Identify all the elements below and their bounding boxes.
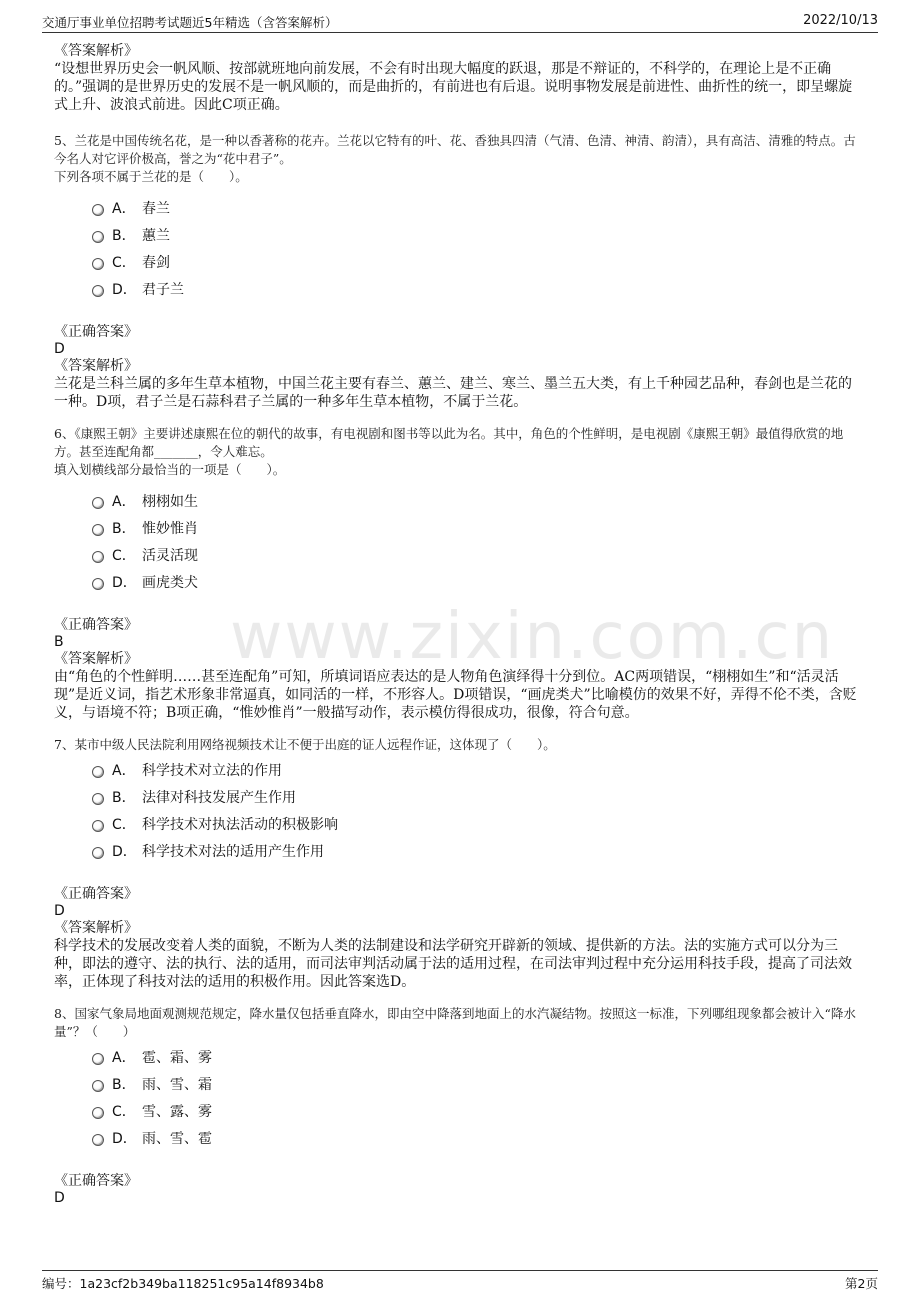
radio-icon[interactable] [92,1080,104,1092]
option-b[interactable]: B． 惟妙惟肖 [92,514,864,541]
option-d[interactable]: D． 画虎类犬 [92,568,864,595]
option-a[interactable]: A． 栩栩如生 [92,487,864,514]
radio-icon[interactable] [92,1107,104,1119]
document-code: 1a23cf2b349ba118251c95a14f8934b8 [79,1276,324,1291]
document-date: 2022/10/13 [803,13,878,28]
radio-icon[interactable] [92,258,104,270]
analysis-label: 《答案解析》 [54,651,138,667]
analysis-label: 《答案解析》 [54,43,138,59]
question-5 [54,132,864,411]
radio-icon[interactable] [92,231,104,243]
document-title: 交通厅事业单位招聘考试题近5年精选（含答案解析） [42,15,338,30]
radio-icon[interactable] [92,285,104,297]
page-header [42,10,878,33]
radio-icon[interactable] [92,766,104,778]
answer-label: 《正确答案》 [54,1173,138,1189]
option-b[interactable]: B． 蕙兰 [92,221,864,248]
option-c[interactable]: C． 科学技术对执法活动的积极影响 [92,810,864,837]
radio-icon[interactable] [92,497,104,509]
answer-value: B [54,634,64,650]
radio-icon[interactable] [92,793,104,805]
radio-icon[interactable] [92,204,104,216]
radio-icon[interactable] [92,551,104,563]
prev-analysis-block [54,43,864,114]
analysis-text: 科学技术的发展改变着人类的面貌，不断为人类的法制建设和法学研究开辟新的领域、提供新的方法。法的实施方式可以分为三种，即法的遵守、法的执行、法的适用，而司法审判活动属于法的适用过程，在司法审判过程中充分运用科技手段，提高了司法效率，正体现了科技对法的适用的积极作用。因此答案选D。 [54,938,852,990]
question-stem: 8、国家气象局地面观测规范规定，降水量仅包括垂直降水，即由空中降落到地面上的水汽凝结物。按照这一标准，下列哪组现象都会被计入“降水量”？（ ） [54,1006,856,1039]
option-c[interactable]: C． 活灵活现 [92,541,864,568]
analysis-text: “设想世界历史会一帆风顺、按部就班地向前发展，不会有时出现大幅度的跃退，那是不辩证的，不科学的，在理论上是不正确的。”强调的是世界历史的发展不是一帆风顺的，而是曲折的，有前进也有后退。说明事物发展是前进性、曲折性的统一，即呈螺旋式上升、波浪式前进。因此C项正确。 [54,61,853,113]
answer-value: D [54,1190,65,1206]
question-prompt: 填入划横线部分最恰当的一项是（ ）。 [54,462,286,477]
code-label: 编号： [42,1276,80,1291]
option-a[interactable]: A． 春兰 [92,194,864,221]
option-a[interactable]: A． 科学技术对立法的作用 [92,756,864,783]
option-b[interactable]: B． 法律对科技发展产生作用 [92,783,864,810]
option-c[interactable]: C． 春剑 [92,248,864,275]
page-content [54,43,864,1207]
option-c[interactable]: C． 雪、露、雾 [92,1097,864,1124]
answer-label: 《正确答案》 [54,886,138,902]
question-8 [54,1005,864,1207]
answer-label: 《正确答案》 [54,324,138,340]
question-stem: 5、兰花是中国传统名花，是一种以香著称的花卉。兰花以它特有的叶、花、香独具四清（气清、色清、神清、韵清），具有高洁、清雅的特点。古今名人对它评价极高，誉之为“花中君子”。 [54,133,856,166]
radio-icon[interactable] [92,524,104,536]
option-a[interactable]: A． 雹、霜、雾 [92,1043,864,1070]
analysis-text: 由“角色的个性鲜明……甚至连配角”可知，所填词语应表达的是人物角色演绎得十分到位。AC两项错误，“栩栩如生”和“活灵活现”是近义词，指艺术形象非常逼真，如同活的一样，不形容人。D项错误，“画虎类犬”比喻模仿的效果不好，弄得不伦不类，含贬义，与语境不符；B项正确，“惟妙惟肖”一般描写动作，表示模仿得很成功，很像，符合句意。 [54,669,857,721]
question-stem: 7、某市中级人民法院利用网络视频技术让不便于出庭的证人远程作证，这体现了（ ）。 [54,737,556,752]
analysis-text: 兰花是兰科兰属的多年生草本植物，中国兰花主要有春兰、蕙兰、建兰、寒兰、墨兰五大类，有上千种园艺品种，春剑也是兰花的一种。D项，君子兰是石蒜科君子兰属的一种多年生草本植物，不属于兰花。 [54,376,852,410]
options-list [92,1043,864,1151]
option-d[interactable]: D． 君子兰 [92,275,864,302]
radio-icon[interactable] [92,1134,104,1146]
question-prompt: 下列各项不属于兰花的是（ ）。 [54,169,248,184]
question-7 [54,736,864,991]
answer-label: 《正确答案》 [54,617,138,633]
options-list [92,194,864,302]
question-stem: 6、《康熙王朝》主要讲述康熙在位的朝代的故事，有电视剧和图书等以此为名。其中，角色的个性鲜明，是电视剧《康熙王朝》最值得欣赏的地方。甚至连配角都_______，令人难忘。 [54,426,844,459]
radio-icon[interactable] [92,578,104,590]
answer-value: D [54,341,65,357]
radio-icon[interactable] [92,1053,104,1065]
watermark: www.zixin.com.cn [230,600,835,674]
analysis-label: 《答案解析》 [54,920,138,936]
option-d[interactable]: D． 雨、雪、雹 [92,1124,864,1151]
radio-icon[interactable] [92,820,104,832]
analysis-label: 《答案解析》 [54,358,138,374]
options-list [92,756,864,864]
options-list [92,487,864,595]
radio-icon[interactable] [92,847,104,859]
page-footer [42,1270,878,1292]
option-b[interactable]: B． 雨、雪、霜 [92,1070,864,1097]
page-number: 第2页 [845,1276,878,1291]
option-d[interactable]: D． 科学技术对法的适用产生作用 [92,837,864,864]
question-6 [54,425,864,722]
answer-value: D [54,903,65,919]
